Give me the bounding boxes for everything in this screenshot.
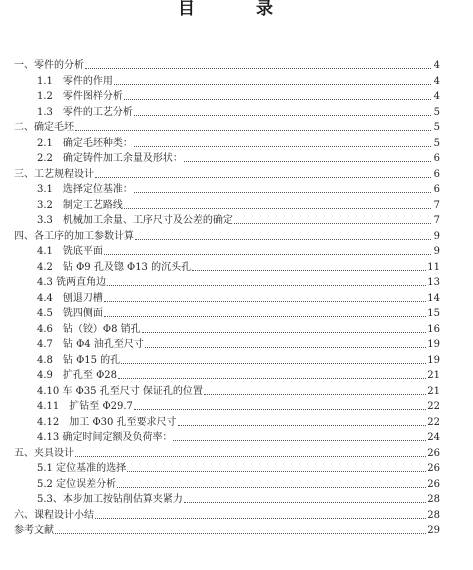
dot-leader: [85, 67, 431, 69]
toc-chapter-entry[interactable]: [14, 120, 440, 134]
dot-leader: [107, 284, 426, 286]
toc-entry-label: 4.5 铣四侧面: [37, 308, 103, 319]
dot-leader: [114, 83, 431, 85]
toc-section-entry[interactable]: [37, 384, 440, 398]
toc-entry-label: 5.2 定位误差分析: [37, 478, 117, 490]
toc-entry-label: 六、课程设计小结: [14, 509, 94, 521]
toc-section-entry[interactable]: [37, 136, 440, 150]
toc-section-entry[interactable]: [37, 477, 440, 491]
toc-entry-label: 参考文献: [14, 525, 54, 536]
toc-page-number: 4: [433, 75, 440, 87]
dot-leader: [127, 470, 426, 472]
toc-page-number: 19: [427, 339, 440, 350]
toc-section-entry[interactable]: [37, 399, 440, 413]
toc-entry-label: 4.2 钻 Φ9 孔及锪 Φ13 的沉头孔: [37, 261, 192, 273]
toc-page-number: 19: [427, 354, 440, 366]
toc-entry-label: 4.4 刨退刀槽: [37, 292, 103, 304]
toc-section-entry[interactable]: [37, 492, 440, 506]
dot-leader: [75, 455, 426, 457]
toc-page-number: 9: [433, 230, 440, 242]
toc-chapter-entry[interactable]: [14, 58, 440, 72]
toc-page-number: 7: [433, 215, 440, 226]
toc-page-number: 16: [427, 323, 440, 335]
toc-entry-label: 4.10 车 Φ35 孔至尺寸 保证孔的位置: [37, 385, 203, 397]
toc-section-entry[interactable]: [37, 291, 440, 305]
toc-entry-label: 1.3 零件的工艺分析: [37, 106, 133, 118]
toc-entry-label: 5.1 定位基准的选择: [37, 463, 127, 474]
dot-leader: [192, 269, 426, 271]
dot-leader: [75, 129, 431, 131]
dot-leader: [134, 191, 431, 193]
dot-leader: [121, 362, 426, 364]
toc-section-entry[interactable]: [37, 430, 440, 444]
dot-leader: [173, 439, 426, 441]
dot-leader: [135, 238, 431, 240]
toc-page-number: 28: [427, 509, 440, 521]
dot-leader: [204, 393, 426, 395]
page-title: 目 录: [178, 0, 295, 19]
toc-page-number: 26: [427, 463, 440, 474]
toc-chapter-entry[interactable]: [14, 523, 440, 537]
toc-entry-label: 2.1 确定毛坯种类：: [37, 137, 133, 149]
toc-chapter-entry[interactable]: [14, 229, 440, 243]
toc-entry-label: 4.9 扩孔至 Φ28: [37, 370, 118, 381]
toc-section-entry[interactable]: [37, 368, 440, 382]
dot-leader: [95, 176, 431, 178]
toc-entry-label: 3.3 机械加工余量、工序尺寸及公差的确定: [37, 215, 233, 226]
dot-leader: [184, 160, 431, 162]
toc-section-entry[interactable]: [37, 182, 440, 196]
dot-leader: [104, 253, 431, 255]
toc-page-number: 4: [433, 60, 440, 71]
dot-leader: [142, 331, 427, 333]
toc-section-entry[interactable]: [37, 244, 440, 258]
toc-entry-label: 4.12 加工 Φ30 孔至要求尺寸: [37, 416, 177, 428]
toc-page-number: 4: [433, 91, 440, 102]
toc-entry-label: 五、夹具设计: [14, 447, 74, 459]
toc-entry-label: 4.13 确定时间定额及负荷率：: [37, 432, 173, 443]
toc-section-entry[interactable]: [37, 89, 440, 103]
toc-entry-label: 1.1 零件的作用: [37, 75, 113, 87]
dot-leader: [118, 377, 426, 379]
toc-entry-label: 4.7 钻 Φ4 油孔至尺寸: [37, 339, 144, 350]
toc-page-number: 11: [427, 261, 440, 273]
toc-section-entry[interactable]: [37, 337, 440, 351]
toc-chapter-entry[interactable]: [14, 508, 440, 522]
toc-chapter-entry[interactable]: [14, 446, 440, 460]
toc-section-entry[interactable]: [37, 105, 440, 119]
toc-entry-label: 4.1 铣底平面: [37, 246, 103, 257]
toc-section-entry[interactable]: [37, 213, 440, 227]
toc-page-number: 26: [427, 478, 440, 490]
toc-entry-label: 4.6 钻（铰）Φ8 销孔: [37, 323, 141, 335]
toc-entry-label: 4.11 扩钻至 Φ29.7: [37, 401, 133, 412]
toc-page-number: 28: [427, 494, 440, 505]
toc-section-entry[interactable]: [37, 74, 440, 88]
toc-section-entry[interactable]: [37, 415, 440, 429]
toc-page-number: 5: [433, 106, 440, 118]
dot-leader: [95, 517, 426, 519]
toc-page-number: 15: [427, 308, 440, 319]
toc-entry-label: 四、各工序的加工参数计算: [14, 230, 134, 242]
toc-section-entry[interactable]: [37, 461, 440, 475]
toc-page-number: 21: [427, 385, 440, 397]
toc-page-number: 6: [433, 184, 440, 195]
toc-page-number: 21: [427, 370, 440, 381]
toc-page-number: 5: [433, 137, 440, 149]
toc-page-number: 22: [427, 401, 440, 412]
toc-page-number: 6: [433, 153, 440, 164]
toc-page-number: 24: [427, 432, 440, 443]
toc-page-number: 22: [427, 416, 440, 428]
toc-section-entry[interactable]: [37, 151, 440, 165]
dot-leader: [134, 145, 431, 147]
dot-leader: [104, 300, 426, 302]
dot-leader: [117, 486, 426, 488]
toc-entry-label: 二、确定毛坯: [14, 122, 74, 133]
toc-section-entry[interactable]: [37, 198, 440, 212]
toc-page-number: 7: [433, 199, 440, 211]
dot-leader: [134, 408, 426, 410]
dot-leader: [104, 315, 426, 317]
toc-page-number: 6: [433, 168, 440, 180]
toc-entry-label: 5.3、本步加工按钻削估算夹紧力: [37, 494, 183, 505]
dot-leader: [124, 207, 431, 209]
toc-entry-label: 3.1 选择定位基准：: [37, 184, 133, 195]
toc-chapter-entry[interactable]: [14, 167, 440, 181]
dot-leader: [55, 532, 426, 534]
toc-entry-label: 4.3 铣两直角边: [37, 277, 107, 288]
dot-leader: [178, 424, 427, 426]
dot-leader: [184, 501, 426, 503]
toc-entry-label: 1.2 零件图样分析: [37, 91, 123, 102]
toc-entry-label: 一、零件的分析: [14, 60, 84, 71]
toc-page-number: 29: [427, 525, 440, 536]
toc-page-number: 9: [433, 246, 440, 257]
dot-leader: [145, 346, 426, 348]
toc-section-entry[interactable]: [37, 275, 440, 289]
toc-section-entry[interactable]: [37, 260, 440, 274]
toc-entry-label: 4.8 钻 Φ15 的孔: [37, 354, 121, 366]
toc-entry-label: 2.2 确定铸件加工余量及形状：: [37, 153, 183, 164]
toc-entry-label: 三、工艺规程设计: [14, 168, 94, 180]
toc-section-entry[interactable]: [37, 306, 440, 320]
toc-page-number: 26: [427, 447, 440, 459]
toc-page-number: 14: [427, 292, 440, 304]
dot-leader: [134, 114, 431, 116]
toc-entry-label: 3.2 制定工艺路线: [37, 199, 123, 211]
dot-leader: [124, 98, 431, 100]
toc-page-number: 13: [427, 277, 440, 288]
toc-page-number: 5: [433, 122, 440, 133]
dot-leader: [234, 222, 431, 224]
toc-section-entry[interactable]: [37, 322, 440, 336]
toc-section-entry[interactable]: [37, 353, 440, 367]
